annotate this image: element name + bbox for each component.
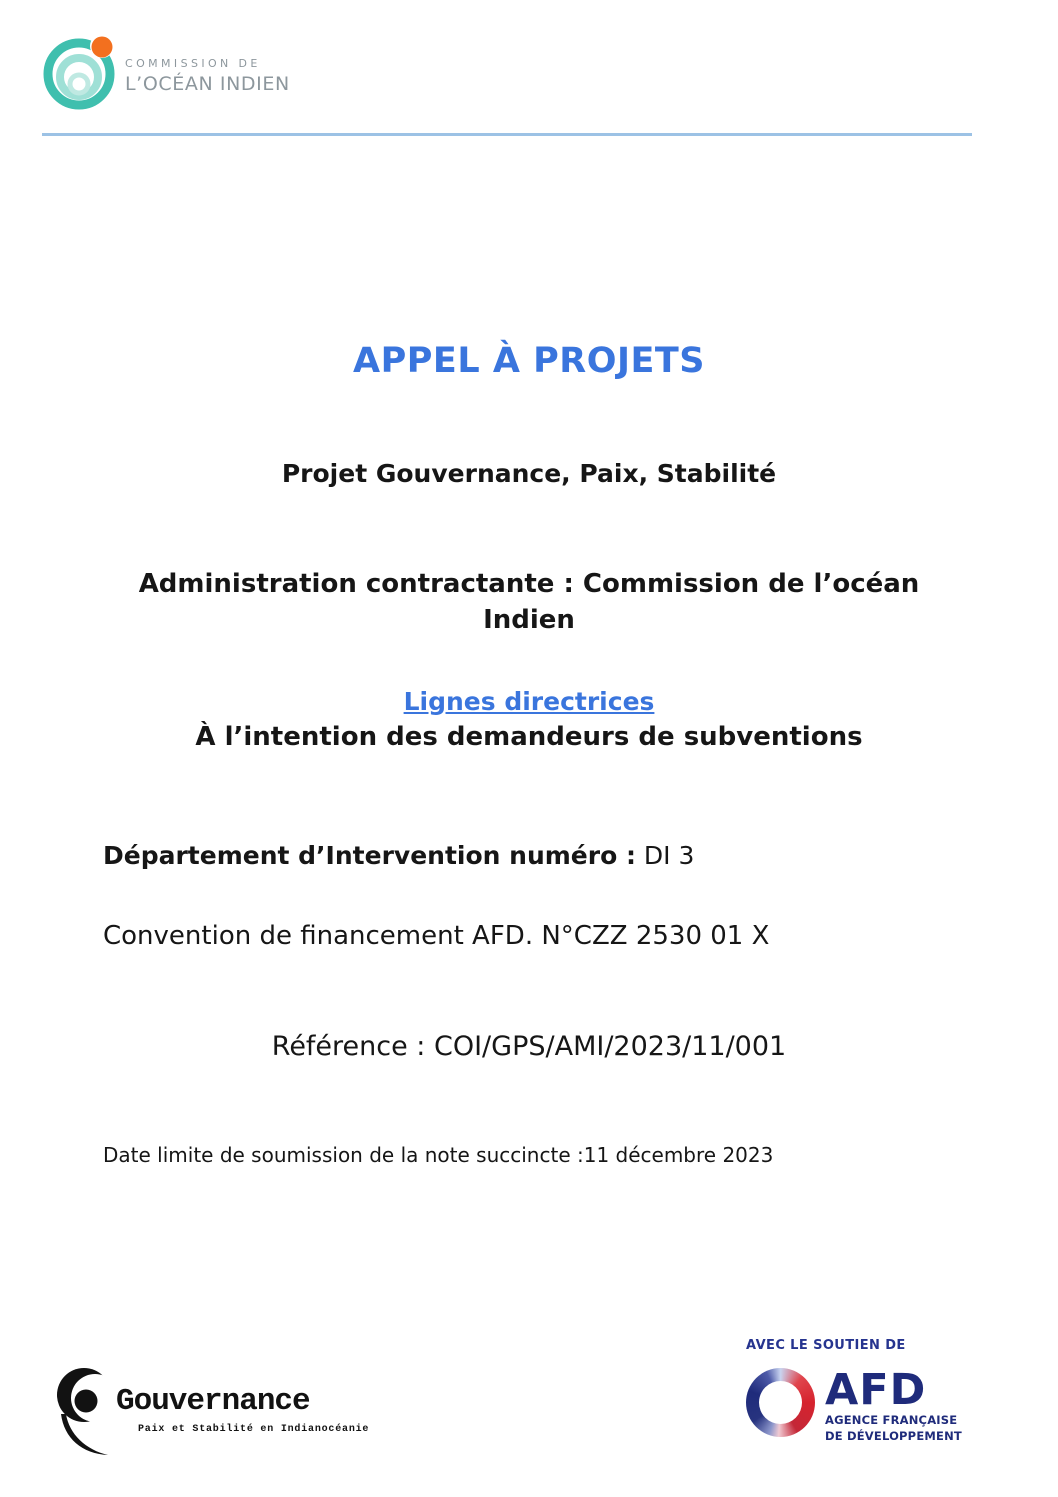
coi-wordmark [125, 57, 290, 95]
afd-logo [746, 1365, 962, 1444]
afd-tagline-line2: DE DÉVELOPPEMENT [825, 1429, 962, 1443]
contracting-authority-line2: Indien [483, 605, 575, 635]
coi-wordmark-line2: L’OCÉAN INDIEN [125, 73, 290, 95]
contracting-authority-line1: Administration contractante : Commission de l’océan [138, 569, 920, 599]
contracting-authority [0, 566, 1058, 638]
gouvernance-logo [56, 1364, 369, 1456]
afd-tagline-line1: AGENCE FRANÇAISE [825, 1413, 958, 1427]
reference-line: Référence : COI/GPS/AMI/2023/11/001 [271, 1031, 787, 1062]
gouvernance-wordmark [116, 1364, 369, 1435]
submission-deadline-line: Date limite de soumission de la note succincte :11 décembre 2023 [103, 1143, 774, 1167]
project-subtitle: Projet Gouvernance, Paix, Stabilité [281, 459, 777, 488]
coi-logo-icon [42, 34, 120, 112]
financing-agreement-line: Convention de financement AFD. N°CZZ 2530 01 X [103, 921, 770, 951]
afd-name: AFD [825, 1365, 927, 1415]
afd-support-label: AVEC LE SOUTIEN DE [746, 1338, 906, 1353]
afd-logo-block [746, 1338, 962, 1444]
department-label: Département d’Intervention numéro : [103, 841, 636, 870]
coi-wordmark-line1: COMMISSION DE [125, 57, 261, 70]
page-title: APPEL À PROJETS [353, 341, 705, 381]
department-line [103, 841, 694, 870]
guidelines-link-row [0, 687, 1058, 716]
afd-ring-logo-icon [746, 1368, 815, 1437]
guidelines-audience: À l’intention des demandeurs de subventions [195, 722, 863, 752]
gouvernance-title: Gouvernance [116, 1384, 310, 1419]
afd-wordmark [825, 1365, 962, 1444]
guidelines-link[interactable]: Lignes directrices [403, 687, 655, 716]
department-value: DI 3 [643, 841, 695, 870]
header-divider [42, 133, 972, 136]
gouvernance-subtitle: Paix et Stabilité en Indianocéanie [138, 1424, 370, 1435]
gouvernance-crescent-logo-icon [56, 1364, 114, 1456]
